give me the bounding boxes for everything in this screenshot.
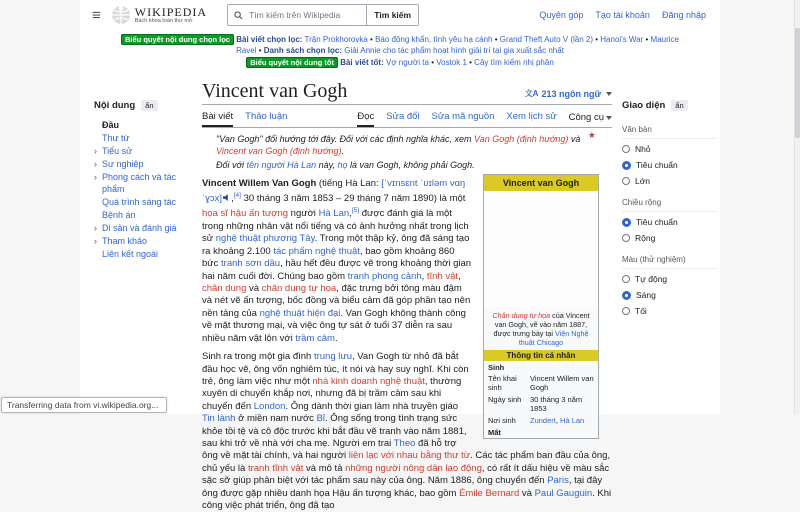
- language-icon: 文A: [524, 89, 539, 98]
- toc-item[interactable]: [94, 171, 192, 195]
- text: đã hỗ trợ ông về mặt tài chính, và hai người: [202, 437, 457, 462]
- red-link[interactable]: tranh tĩnh vật: [247, 462, 304, 474]
- text-link[interactable]: [ˈvɪnsɛnt ˈʋɪləm vɑŋ ˈɣɔx]: [202, 177, 466, 205]
- text-link[interactable]: Trận Prokhorovka: [304, 35, 368, 44]
- text-link[interactable]: Theo: [393, 437, 416, 449]
- red-link[interactable]: Chân dung tự họa: [492, 310, 551, 320]
- toc-item-label: Di sản và đánh giá: [102, 223, 177, 233]
- infobox-section-personal: Thông tin cá nhân: [484, 350, 598, 362]
- search-button[interactable]: Tìm kiếm: [366, 5, 418, 25]
- infobox-title: Vincent van Gogh: [484, 175, 598, 191]
- text: , thường xuyên di chuyển khắp nơi, nhưng đã bị trầm cảm sau khi chuyển đến: [202, 375, 462, 412]
- text: . Ông sống trong tình trạng sức khỏe tồi tệ và cô độc trước khi bắt đầu vẽ tranh vào năm 1881, sau khi trở về nhà với cha mẹ. Người em trai: [202, 413, 467, 449]
- infobox-row-label: Ngày sinh: [488, 394, 522, 404]
- text: của Vincent van Gogh, vẽ vào năm 1887, được trưng bày tại: [493, 310, 590, 338]
- infobox-row-value: [530, 374, 594, 393]
- globe-logo-icon: [111, 5, 131, 25]
- infobox-row-label: Tên khai sinh: [488, 373, 517, 392]
- reference-link[interactable]: [5]: [351, 207, 360, 215]
- toc-item[interactable]: [94, 119, 192, 131]
- radio-option-s-ng[interactable]: [622, 290, 716, 300]
- toc-item[interactable]: [94, 209, 192, 221]
- tab-edit[interactable]: Sửa đổi: [386, 111, 420, 122]
- text: và: [246, 283, 262, 295]
- create-account-link[interactable]: Tạo tài khoản: [595, 10, 650, 20]
- radio-label: Tối: [635, 306, 647, 316]
- appearance-hide-button[interactable]: ẩn: [671, 100, 687, 111]
- text: Vincent Willem Van Gogh: [202, 177, 317, 189]
- text-link[interactable]: Cây tìm kiếm nhị phân: [474, 58, 554, 67]
- radio-selected-icon[interactable]: [622, 218, 631, 227]
- text: và: [519, 487, 535, 499]
- chevron-right-icon[interactable]: ›: [94, 146, 97, 156]
- text: Bài viết chọn lọc:: [236, 35, 303, 44]
- hamburger-menu-icon[interactable]: ≡: [92, 6, 101, 24]
- text: ,: [231, 193, 234, 205]
- infobox-row-value: [530, 395, 594, 414]
- text: 30 tháng 3 năm 1853: [530, 394, 583, 413]
- good-vote-badge[interactable]: Biểu quyết nội dung tốt: [246, 57, 338, 68]
- reference-link[interactable]: [4]: [233, 191, 241, 199]
- radio-label: Lớn: [635, 176, 651, 186]
- featured-vote-badge[interactable]: Biểu quyết nội dung chọn lọc: [121, 34, 234, 45]
- toc-item-label: Tiểu sử: [102, 146, 133, 156]
- text: là van Gogh, không phải Gogh.: [347, 160, 475, 170]
- text-link[interactable]: nghệ thuật phương Tây: [215, 233, 315, 245]
- text: •: [492, 35, 500, 44]
- chevron-down-icon: [606, 116, 612, 120]
- text: ,: [421, 270, 427, 282]
- tab-article[interactable]: Bài viết: [202, 107, 233, 127]
- toc-item-label: Phong cách và tác phẩm: [102, 172, 177, 194]
- radio-option-l-n[interactable]: [622, 176, 716, 186]
- red-link[interactable]: Vincent van Gogh (định hướng): [216, 145, 342, 156]
- text-link[interactable]: London: [253, 400, 286, 412]
- browser-status-bar: Transferring data from vi.wikipedia.org...: [1, 397, 167, 413]
- text: . Ông dành thời gian làm nhà truyền giáo: [285, 400, 459, 412]
- radio-label: Rộng: [635, 233, 656, 243]
- radio-option-nh-[interactable]: [622, 144, 716, 154]
- search-input[interactable]: [247, 9, 366, 21]
- donate-link[interactable]: Quyên góp: [539, 10, 584, 20]
- text: ,: [555, 415, 561, 425]
- red-link[interactable]: họa sĩ hậu ấn tượng: [202, 208, 289, 220]
- toc-item-label: Bệnh án: [102, 210, 136, 220]
- radio-option-t-ng[interactable]: [622, 274, 716, 284]
- toc-item[interactable]: [94, 158, 192, 170]
- radio-label: Sáng: [636, 290, 656, 300]
- text: ,: [458, 270, 461, 282]
- toc-item-label: Đầu: [102, 120, 120, 130]
- radio-icon[interactable]: [622, 307, 630, 315]
- radio-icon[interactable]: [622, 234, 630, 242]
- text: , tại đây ông được gặp nhiều danh họa Hậu ấn tượng khác, bao gồm: [202, 475, 603, 499]
- infobox-row: [484, 415, 598, 427]
- text-link[interactable]: trung lưu: [313, 351, 353, 363]
- red-link[interactable]: Van Gogh (định hướng): [474, 134, 569, 144]
- appearance-section-title: Chiều rộng: [622, 192, 716, 212]
- table-of-contents: [86, 74, 192, 512]
- red-link[interactable]: chân dung tự họa: [261, 283, 337, 295]
- text: , hầu hết đều được vẽ trong khoảng thời gian hai năm cuối đời. Chúng bao gồm: [202, 258, 472, 282]
- text: Bài viết tốt:: [340, 58, 384, 67]
- radio-option-r-ng[interactable]: [622, 233, 716, 243]
- chevron-right-icon[interactable]: ›: [94, 223, 97, 233]
- wikipedia-logo[interactable]: [111, 5, 207, 25]
- text-link[interactable]: Hà Lan: [318, 208, 350, 220]
- login-link[interactable]: Đăng nhập: [661, 10, 706, 20]
- featured-article-icon[interactable]: ★: [587, 130, 596, 140]
- tab-read[interactable]: Đọc: [357, 107, 374, 127]
- text: và: [568, 134, 581, 144]
- text-link[interactable]: tên người Hà Lan: [246, 160, 317, 170]
- good-content-line: [114, 57, 686, 68]
- toc-item[interactable]: [94, 196, 192, 208]
- chevron-right-icon[interactable]: ›: [94, 159, 97, 169]
- toc-item-label: Tham khảo: [102, 236, 148, 246]
- text: Danh sách chọn lọc:: [263, 46, 342, 55]
- radio-icon[interactable]: [622, 145, 630, 153]
- radio-selected-icon[interactable]: [622, 161, 631, 170]
- text: , đặc trưng bởi tông màu đậm và nét vẽ ấn tượng, bốc đồng và biểu cảm đã góp phần tạo nên nền tảng của: [202, 283, 471, 319]
- red-link[interactable]: chân dung: [202, 283, 247, 295]
- toc-item[interactable]: [94, 145, 192, 157]
- appearance-section-title: Văn bản: [622, 119, 716, 139]
- infobox-row-value: [530, 416, 594, 426]
- text: . Các tác phẩm ban đầu của ông, chủ yếu là: [202, 450, 611, 474]
- text: •: [256, 46, 264, 55]
- toc-item[interactable]: [94, 222, 192, 234]
- infobox-row: [484, 373, 598, 394]
- chevron-right-icon[interactable]: ›: [94, 236, 97, 246]
- text-link[interactable]: họ: [337, 160, 348, 170]
- chevron-down-icon: [606, 92, 612, 96]
- appearance-panel: [622, 74, 716, 512]
- text: Vincent Willem van Gogh: [530, 373, 594, 392]
- text: (tiếng Hà Lan:: [316, 177, 382, 189]
- chevron-right-icon[interactable]: ›: [94, 172, 97, 182]
- text-link[interactable]: tranh sơn dầu: [221, 258, 281, 270]
- toc-item[interactable]: [94, 248, 192, 260]
- radio-label: Tiêu chuẩn: [636, 160, 678, 170]
- text: •: [428, 58, 437, 67]
- text: "Van Gogh" đổi hướng tới đây. Đối với các định nghĩa khác, xem: [216, 134, 475, 144]
- infobox-caption: [484, 309, 598, 350]
- toc-hide-button[interactable]: ẩn: [141, 100, 157, 111]
- text: và mô tả: [303, 462, 346, 474]
- toc-item-label: Quá trình sáng tác: [102, 197, 177, 207]
- text: . Khi công việc phát triển, ông đã tạo: [202, 487, 612, 511]
- text: ở miền nam nước: [235, 413, 317, 425]
- radio-label: Tự động: [635, 274, 668, 284]
- scrollbar[interactable]: [794, 0, 800, 414]
- radio-icon[interactable]: [622, 275, 630, 283]
- text-link[interactable]: Giải Annie cho tác phẩm hoạt hình giải trí tại gia xuất sắc nhất: [344, 46, 564, 55]
- text-link[interactable]: Vợ người ta: [386, 58, 429, 67]
- text-link[interactable]: Zundert: [530, 415, 556, 425]
- text: .: [334, 332, 338, 344]
- page-title: Vincent van Gogh: [202, 80, 348, 102]
- text-link[interactable]: Paris: [547, 475, 569, 487]
- hatnote-redirect: [216, 134, 612, 157]
- main-content: [202, 74, 612, 512]
- text: •: [593, 35, 601, 44]
- text: ,: [349, 208, 352, 220]
- site-notice: [80, 30, 720, 74]
- text: 30 tháng 3 năm 1853 – 29 tháng 7 năm 1890) là một: [240, 193, 466, 205]
- scrollbar-thumb[interactable]: [795, 28, 800, 138]
- radio-label: Nhỏ: [635, 144, 651, 154]
- text-link[interactable]: Báo động khẩn, tình yêu hạ cánh: [375, 35, 493, 44]
- radio-option-t-i[interactable]: [622, 306, 716, 316]
- user-links: [539, 10, 710, 20]
- text-link[interactable]: tranh phong cảnh: [347, 270, 422, 282]
- radio-option-ti-u-chu-n[interactable]: [622, 217, 716, 227]
- text-link[interactable]: Viện Nghệ thuật Chicago: [518, 328, 589, 347]
- text: .: [341, 145, 345, 156]
- text: , bao gồm khoảng 860 bức: [202, 245, 455, 270]
- text: , có rất ít dấu hiệu về màu sắc sặc sỡ giúp phân biệt với tác phẩm sau này của ông. Năm 1886, ông chuyển đến: [202, 462, 610, 487]
- infobox-row: [484, 394, 598, 415]
- red-link[interactable]: nhà kinh doanh nghệ thuật: [312, 375, 425, 387]
- infobox-group-death: Mất: [488, 428, 501, 437]
- radio-label: Tiêu chuẩn: [636, 217, 678, 227]
- article-tab-bar: [202, 107, 612, 128]
- text: , Van Gogh từ nhỏ đã bắt đầu học vẽ, ông vốn nghiêm túc, ít nói và hay suy nghĩ. Khi còn trẻ, ông làm việc như một: [202, 351, 469, 387]
- text-link[interactable]: Vostok 1: [436, 58, 467, 67]
- text-link[interactable]: Hà Lan: [560, 415, 585, 425]
- infobox-group-birth: Sinh: [488, 363, 505, 372]
- tab-talk[interactable]: Thảo luận: [245, 111, 288, 122]
- text: người: [288, 208, 319, 220]
- infobox: [483, 174, 599, 439]
- text-link[interactable]: trầm cảm: [295, 332, 335, 344]
- site-header: [80, 0, 720, 30]
- red-link[interactable]: Émile Bernard: [459, 487, 520, 499]
- infobox-image-loading: [484, 191, 598, 309]
- toc-item[interactable]: [94, 132, 192, 144]
- toc-item-label: Sự nghiệp: [102, 159, 144, 169]
- text: •: [643, 35, 651, 44]
- toc-title: Nội dung: [94, 100, 136, 111]
- radio-icon[interactable]: [622, 177, 630, 185]
- red-link[interactable]: những người nông dân lao động: [345, 462, 482, 474]
- red-link[interactable]: tĩnh vật: [426, 270, 459, 282]
- audio-icon: [223, 194, 230, 201]
- text-link[interactable]: Bỉ: [316, 413, 326, 425]
- featured-content-line: [114, 34, 686, 56]
- text: được đánh giá là một trong những nhân vật nổi tiếng và có ảnh hưởng nhất trong lịch sử: [202, 208, 469, 245]
- article-body: [202, 128, 612, 512]
- logo-title: WIKIPEDIA: [134, 4, 208, 19]
- toc-item[interactable]: [94, 235, 192, 247]
- tab-edit-source[interactable]: Sửa mã nguồn: [431, 111, 495, 122]
- toc-item-label: Liên kết ngoài: [102, 249, 159, 259]
- text: •: [466, 58, 475, 67]
- search-icon: [234, 11, 243, 20]
- appearance-title: Giao diện: [622, 100, 666, 111]
- wikipedia-page: [80, 0, 720, 511]
- text-link[interactable]: Tin lành: [202, 413, 236, 425]
- search-box: [227, 4, 419, 26]
- toc-item-label: Thư từ: [102, 133, 130, 143]
- appearance-section-title: Màu (thử nghiệm): [622, 249, 716, 269]
- text: . Trong một thập kỷ, ông đã sáng tạo ra khoảng 2.100: [202, 233, 470, 257]
- text: . Van Gogh không thành công về mặt thương mại, và việc ông tự sát ở tuổi 37 diễn ra sau nhiều năm vật lộn với: [202, 307, 466, 344]
- red-link[interactable]: liên lạc với nhau bằng thư từ: [348, 450, 471, 462]
- infobox-row-label: Nơi sinh: [488, 415, 516, 425]
- text: Đối với: [216, 160, 247, 170]
- text-link[interactable]: Maurice Ravel: [236, 35, 679, 55]
- tools-menu[interactable]: Công cụ: [569, 107, 612, 127]
- radio-selected-icon[interactable]: [622, 291, 631, 300]
- hatnote-dutch-name: [216, 160, 612, 172]
- text-link[interactable]: nghệ thuật hiện đại: [259, 307, 341, 319]
- text-link[interactable]: tác phẩm nghệ thuật: [273, 245, 360, 257]
- tab-history[interactable]: Xem lịch sử: [506, 111, 557, 122]
- logo-tagline: Bách khoa toàn thư mở: [134, 17, 193, 24]
- text: •: [367, 35, 376, 44]
- text: Sinh ra trong một gia đình: [202, 351, 314, 363]
- text: này,: [316, 160, 338, 170]
- radio-option-ti-u-chu-n[interactable]: [622, 160, 716, 170]
- text-link[interactable]: Paul Gauguin: [534, 487, 593, 499]
- text-link[interactable]: Hanoi's War: [600, 35, 644, 44]
- text-link[interactable]: Grand Theft Auto V (lần 2): [499, 35, 594, 44]
- language-button[interactable]: 文A 213 ngôn ngữ: [525, 88, 612, 99]
